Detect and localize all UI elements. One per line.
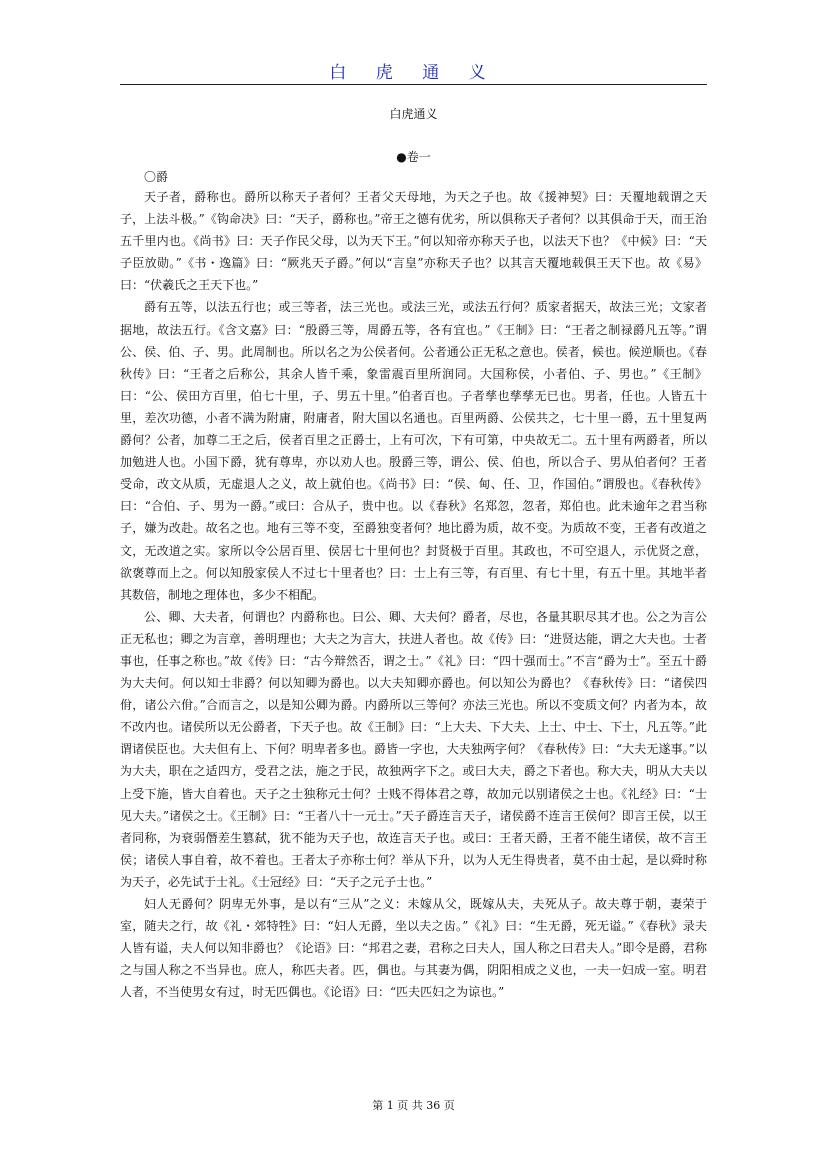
header-title: 白 虎 通 义 — [329, 63, 498, 83]
chapter-heading: ●卷一 — [396, 150, 431, 164]
paragraph: 公、卿、大夫者，何谓也？内爵称也。曰公、卿、大夫何？爵者，尽也，各量其职尽其才也。公之为言公正无私也；卿之为言章，善明理也；大夫之为言大，扶进人者也。故《传》曰：“进贤达能，谓之大夫也。士者事也，任事之称也。”故《传》曰：“古今辩然否，谓之士。”《礼》曰：“四十强而士。”不言“爵为士”。至五十爵为大夫何。何以知士非爵？何以知卿为爵也。以大夫知卿亦爵也。何以知公为爵也？《春秋传》曰：“诸侯四佾，诸公六佾。”合而言之，以是知公卿为爵。内爵所以三等何？亦法三光也。所以不变质文何？内者为本，故不改内也。诸侯所以无公爵者，下天子也。故《王制》曰：“上大夫、下大夫、上士、中士、下士，凡五等。”此谓诸侯臣也。大夫但有上、下何？明卑者多也。爵皆一字也，大夫独两字何？《春秋传》曰：“大夫无遂事。”以为大夫，职在之适四方，受君之法，施之于民，故独两字下之。或曰大夫，爵之下者也。称大夫，明从大夫以上受下施，皆大自着也。天子之士独称元士何？士贱不得体君之尊，故加元以别诸侯之士也。《礼经》曰：“士见大夫。”诸侯之士。《王制》曰：“王者八十一元士。”天子爵连言天子，诸侯爵不连言王侯何？即言王侯，以王者同称，为衰弱僭差生篡弑，犹不能为天子也，故连言天子也。或曰：王者天爵，王者不能生诸侯，故不言王侯；诸侯人事自着，故不着也。王者太子亦称士何？举从下升，以为人无生得贵者，莫不由士起，是以舜时称为天子，必先试于士礼。《士冠经》曰：“天子之元子士也。” — [120, 609, 707, 889]
header-divider — [120, 84, 707, 85]
document-body — [120, 186, 707, 1003]
document-title: 白虎通义 — [389, 107, 438, 121]
paragraph: 妇人无爵何？阴卑无外事，是以有“三从”之义：未嫁从父，既嫁从夫，夫死从子。故夫尊于朝，妻荣于室，随夫之行，故《礼・郊特牲》曰：“妇人无爵，坐以夫之齿。”《礼》曰：“生无爵，死无谥。”《春秋》录夫人皆有谥，夫人何以知非爵也？《论语》曰：“邦君之妻，君称之曰夫人，国人称之曰君夫人。”即令是爵，君称之与国人称之不当异也。庶人，称匹夫者。匹，偶也。与其妻为偶，阴阳相成之义也，一夫一妇成一室。明君人者，不当使男女有过，时无匹偶也。《论语》曰：“匹夫匹妇之为谅也。” — [120, 897, 707, 1000]
section-heading: 〇爵 — [144, 170, 169, 184]
page-number: 第 1 页 共 36 页 — [372, 1099, 455, 1112]
paragraph: 爵有五等，以法五行也；或三等者，法三光也。或法三光，或法五行何？质家者据天，故法三光；文家者据地，故法五行。《含文嘉》曰：“殷爵三等，周爵五等，各有宜也。”《王制》曰：“王者之制禄爵凡五等。”谓公、侯、伯、子、男。此周制也。所以名之为公侯者何。公者通公正无私之意也。侯者，候也。候逆顺也。《春秋传》曰：“王者之后称公，其余人皆千乘，象雷震百里所润同。大国称侯，小者伯、子、男也。”《王制》曰：“公、侯田方百里，伯七十里，子、男五十里。”伯者百也。子者孳也孳孳无已也。男者，任也。人皆五十里，差次功德，小者不满为附庸，附庸者，附大国以名通也。百里两爵、公侯共之，七十里一爵，五十里复两爵何？公者，加尊二王之后，侯者百里之正爵士，上有可次，下有可第，中央故无二。五十里有两爵者，所以加勉进人也。小国下爵，犹有尊卑，亦以劝人也。殷爵三等，谓公、侯、伯也，所以合子、男从伯者何？王者受命，改文从质，无虚退人之义，故上就伯也。《尚书》曰：“侯、甸、任、卫，作国伯。”谓殷也。《春秋传》曰：“合伯、子、男为一爵。”或曰：合从子，贵中也。以《春秋》名郑忽，忽者，郑伯也。此未逾年之君当称子，嫌为改赴。故名之也。地有三等不变，至爵独变者何？地比爵为质，故不变。为质故不变，王者有改道之文，无改道之实。家所以令公居百里、侯居七十里何也？封贤极于百里。其政也，不可空退人，示优贤之意，欲褒尊而上之。何以知殷家侯人不过七十里者也？曰：士上有三等，有百里、有七十里，有五十里。其地半者其数倍，制地之理体也，多少不相配。 — [120, 300, 707, 602]
paragraph: 天子者，爵称也。爵所以称天子者何？王者父天母地，为天之子也。故《援神契》曰：天覆地载谓之天子，上法斗极。”《钩命决》曰：“天子，爵称也。”帝王之德有优劣，所以俱称天子者何？以其俱命于天，而王治五千里内也。《尚书》曰：天子作民父母，以为天下王。”何以知帝亦称天子也，以法天下也？《中候》曰：“天子臣放勋。”《书・逸篇》曰：“厥兆天子爵。”何以“言皇”亦称天子也？以其言天覆地载俱王天下也。故《易》曰：“伏羲氏之王天下也。” — [120, 190, 707, 293]
